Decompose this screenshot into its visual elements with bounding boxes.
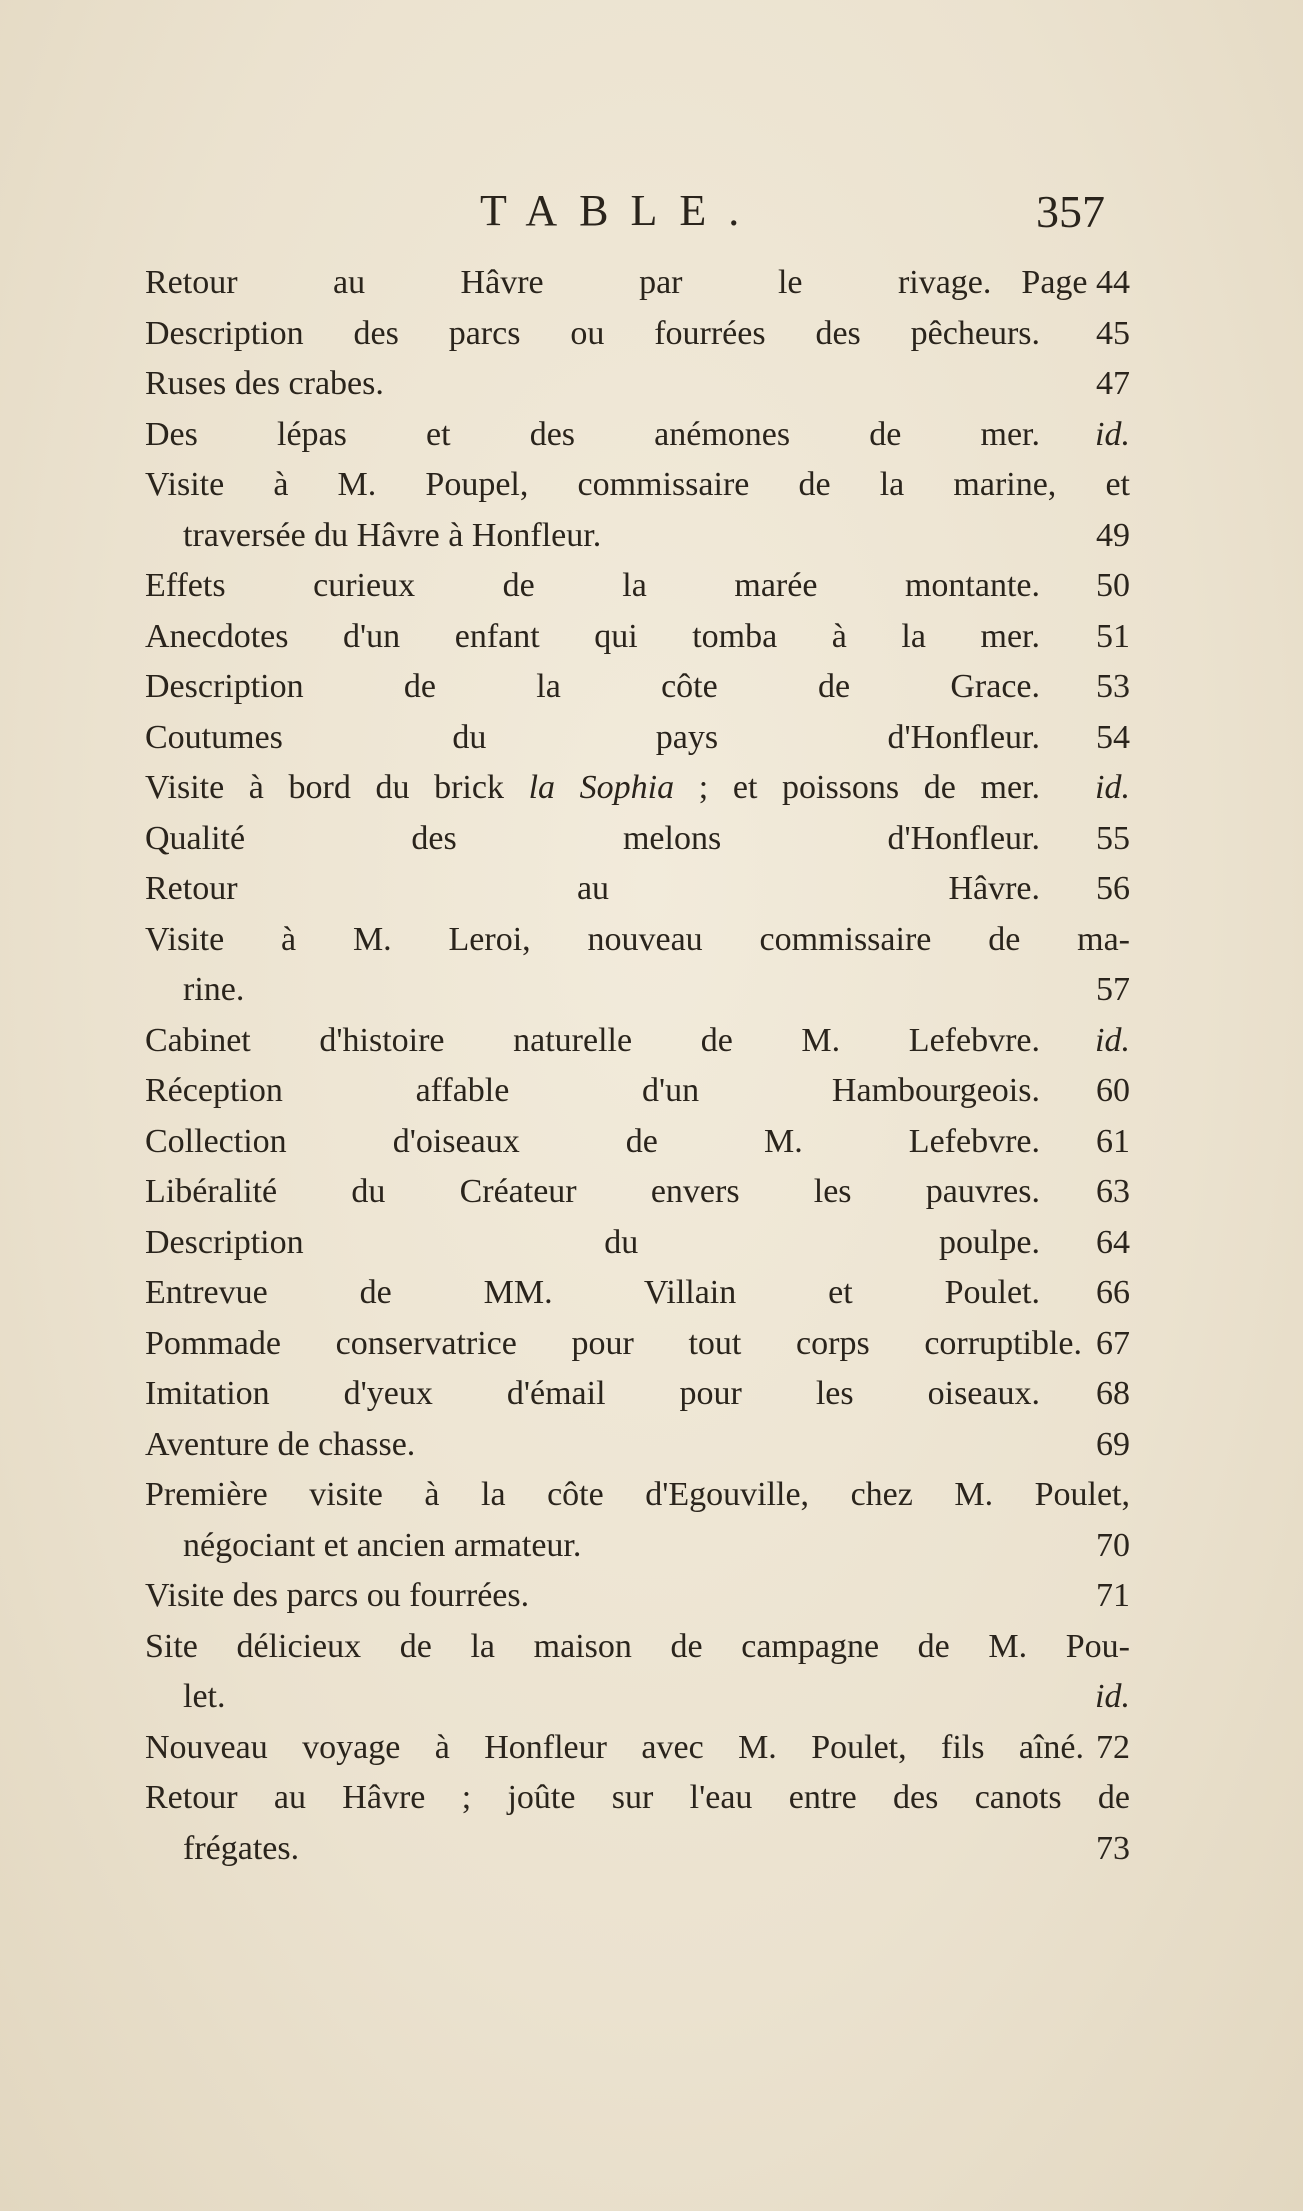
entry-text: Des lépas et des anémones de mer. [145, 415, 1040, 453]
page-number: 357 [1036, 186, 1105, 237]
entry-text-line2: frégates. [183, 1829, 300, 1867]
entry-text: Qualité des melons d'Honfleur. [145, 819, 1040, 857]
toc-entry [145, 359, 1130, 410]
table-of-contents [145, 258, 1130, 1874]
entry-page: 67 [1096, 1324, 1130, 1362]
entry-text-line1: Première visite à la côte d'Egouville, chez M. Poulet, [145, 1476, 1130, 1513]
toc-entry [145, 1218, 1130, 1269]
toc-entry [145, 1167, 1130, 1218]
entry-page: 57 [1096, 971, 1130, 1008]
entry-page: 47 [1096, 365, 1130, 402]
toc-entry [145, 460, 1130, 561]
entry-text: Effets curieux de la marée montante. [145, 567, 1040, 604]
entry-page: Page 44 [1021, 264, 1130, 301]
entry-text-line1: Retour au Hâvre ; joûte sur l'eau entre des canots de [145, 1779, 1130, 1816]
toc-entry [145, 1319, 1130, 1370]
entry-page: 55 [1096, 819, 1130, 857]
toc-entry [145, 1117, 1130, 1168]
entry-page: 69 [1096, 1425, 1130, 1463]
entry-text-part: Visite à bord du brick [145, 769, 529, 806]
entry-text: Entrevue de MM. Villain et Poulet. [145, 1274, 1040, 1311]
toc-entry [145, 864, 1130, 915]
entry-page: 56 [1096, 870, 1130, 907]
entry-text-line2: let. [183, 1678, 226, 1715]
entry-text-line2: négociant et ancien armateur. [183, 1526, 582, 1564]
page-header [140, 185, 1140, 245]
entry-page: 64 [1096, 1223, 1130, 1261]
toc-entry [145, 1268, 1130, 1319]
entry-page: 60 [1096, 1072, 1130, 1109]
entry-text: Coutumes du pays d'Honfleur. [145, 718, 1040, 756]
entry-text: Réception affable d'un Hambourgeois. [145, 1072, 1040, 1109]
entry-page: 49 [1096, 516, 1130, 554]
toc-entry [145, 1723, 1130, 1774]
entry-text: Retour au Hâvre par le rivage. [145, 264, 992, 301]
toc-entry [145, 1470, 1130, 1571]
entry-text: Libéralité du Créateur envers les pauvres. [145, 1173, 1040, 1210]
entry-text: Ruses des crabes. [145, 365, 384, 402]
entry-page: 54 [1096, 718, 1130, 756]
entry-text: Retour au Hâvre. [145, 870, 1040, 907]
entry-page: 70 [1096, 1526, 1130, 1564]
toc-entry [145, 612, 1130, 663]
toc-entry [145, 1016, 1130, 1067]
entry-page: 72 [1096, 1728, 1130, 1766]
entry-page: 45 [1096, 314, 1130, 352]
entry-text: Description du poulpe. [145, 1223, 1040, 1261]
entry-text-line1: Visite à M. Poupel, commissaire de la marine, et [145, 466, 1130, 503]
toc-entry [145, 713, 1130, 764]
entry-text: Description de la côte de Grace. [145, 668, 1040, 705]
ship-name: la Sophia [528, 769, 675, 806]
entry-text-line2: traversée du Hâvre à Honfleur. [183, 516, 602, 554]
entry-page: 73 [1096, 1829, 1130, 1867]
entry-text-line1: Visite à M. Leroi, nouveau commissaire de ma- [145, 920, 1130, 958]
entry-page: id. [1095, 415, 1130, 453]
entry-page: id. [1095, 769, 1130, 806]
entry-text [145, 763, 1070, 814]
toc-entry [145, 561, 1130, 612]
entry-text: Aventure de chasse. [145, 1425, 416, 1463]
toc-entry [145, 1420, 1130, 1471]
toc-entry [145, 1369, 1130, 1420]
toc-entry [145, 814, 1130, 865]
entry-text: Imitation d'yeux d'émail pour les oiseaux. [145, 1375, 1040, 1412]
toc-entry [145, 1066, 1130, 1117]
toc-entry [145, 1571, 1130, 1622]
toc-entry [145, 258, 1130, 309]
entry-text: Visite des parcs ou fourrées. [145, 1577, 530, 1614]
toc-entry [145, 1773, 1130, 1874]
toc-entry [145, 309, 1130, 360]
toc-entry [145, 763, 1130, 814]
entry-text: Collection d'oiseaux de M. Lefebvre. [145, 1122, 1040, 1160]
entry-page: id. [1095, 1678, 1130, 1715]
entry-page: 68 [1096, 1375, 1130, 1412]
entry-page: id. [1095, 1021, 1130, 1059]
entry-page: 51 [1096, 617, 1130, 655]
entry-page: 53 [1096, 668, 1130, 705]
entry-page: 63 [1096, 1173, 1130, 1210]
toc-entry [145, 410, 1130, 461]
entry-page: 66 [1096, 1274, 1130, 1311]
entry-text-line2: rine. [183, 971, 245, 1008]
toc-entry [145, 915, 1130, 1016]
entry-text: Anecdotes d'un enfant qui tomba à la mer. [145, 617, 1040, 655]
entry-text: Description des parcs ou fourrées des pêcheurs. [145, 314, 1040, 352]
entry-text-line1: Site délicieux de la maison de campagne de M. Pou- [145, 1627, 1130, 1665]
toc-entry [145, 1622, 1130, 1723]
entry-page: 61 [1096, 1122, 1130, 1160]
entry-text: Cabinet d'histoire naturelle de M. Lefebvre. [145, 1021, 1040, 1059]
entry-text-part: ; et poissons de mer. [674, 769, 1040, 806]
entry-page: 50 [1096, 567, 1130, 604]
entry-text: Nouveau voyage à Honfleur avec M. Poulet, fils aîné. [145, 1728, 1084, 1766]
entry-page: 71 [1096, 1577, 1130, 1614]
page-title: TABLE. [480, 186, 762, 235]
toc-entry [145, 662, 1130, 713]
entry-text: Pommade conservatrice pour tout corps corruptible. [145, 1324, 1082, 1362]
